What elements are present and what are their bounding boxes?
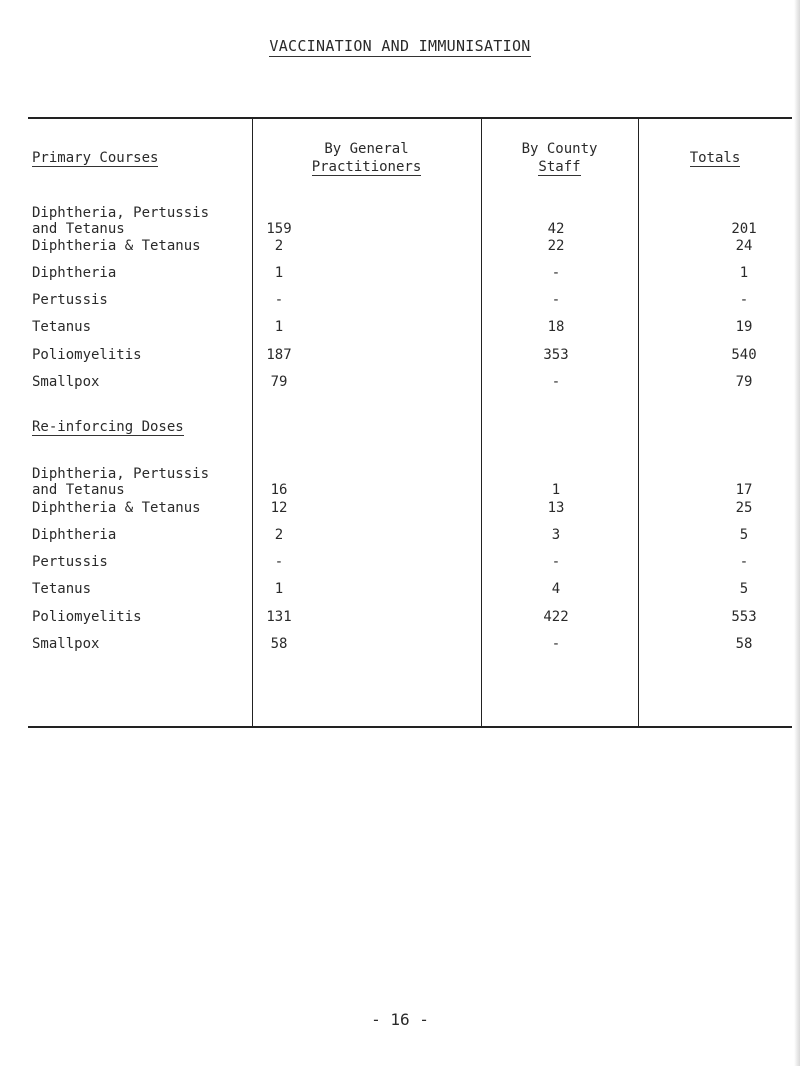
header-general-practitioners: By General Practitioners [311,141,422,175]
cell-gp: - [274,554,284,570]
row-label: Diphtheria [32,265,117,281]
cell-total: 25 [735,500,753,516]
row-label: Diphtheria, Pertussis [32,205,210,221]
cell-gp: 16 [270,482,288,498]
header-totals: Totals [689,150,741,166]
cell-gp: 12 [270,500,288,516]
cell-gp: 187 [266,347,292,363]
cell-county: 1 [551,482,561,498]
cell-total: 24 [735,238,753,254]
cell-total: 79 [735,374,753,390]
row-label: Diphtheria & Tetanus [32,238,201,254]
page-number: - 16 - [371,1010,429,1029]
header-primary-courses: Primary Courses [32,150,159,166]
vaccination-table [28,117,792,728]
cell-gp: 58 [270,636,288,652]
cell-gp: 1 [274,581,284,597]
row-label: Tetanus [32,581,92,597]
cell-total: 5 [739,581,749,597]
cell-county: 42 [547,221,565,237]
section-title-reinforcing: Re-inforcing Doses [32,419,184,435]
cell-gp: 1 [274,265,284,281]
page-title-text: VACCINATION AND IMMUNISATION [269,37,531,55]
cell-county: 353 [543,347,569,363]
cell-county: - [551,554,561,570]
cell-total: 553 [731,609,757,625]
row-label: Smallpox [32,374,100,390]
cell-county: - [551,374,561,390]
row-label: Diphtheria, Pertussis [32,466,210,482]
row-label: Pertussis [32,554,108,570]
cell-county: 422 [543,609,569,625]
row-label: Tetanus [32,319,92,335]
cell-gp: - [274,292,284,308]
cell-county: - [551,292,561,308]
cell-total: 17 [735,482,753,498]
cell-county: 13 [547,500,565,516]
column-divider [638,119,639,726]
row-label: Smallpox [32,636,100,652]
cell-gp: 79 [270,374,288,390]
cell-total: 540 [731,347,757,363]
row-label: Poliomyelitis [32,609,142,625]
column-divider [481,119,482,726]
cell-total: - [739,292,749,308]
header-county-staff: By County Staff [521,141,598,175]
row-label: and Tetanus [32,482,125,498]
row-label: and Tetanus [32,221,125,237]
cell-gp: 1 [274,319,284,335]
cell-gp: 2 [274,238,284,254]
cell-county: 3 [551,527,561,543]
cell-county: 22 [547,238,565,254]
cell-county: - [551,265,561,281]
cell-total: 1 [739,265,749,281]
cell-gp: 159 [266,221,292,237]
row-label: Diphtheria [32,527,117,543]
row-label: Diphtheria & Tetanus [32,500,201,516]
page-edge-shadow [794,0,800,1066]
cell-gp: 131 [266,609,292,625]
cell-county: 18 [547,319,565,335]
row-label: Pertussis [32,292,108,308]
cell-county: 4 [551,581,561,597]
cell-total: 5 [739,527,749,543]
cell-county: - [551,636,561,652]
cell-total: 19 [735,319,753,335]
cell-total: 201 [731,221,757,237]
row-label: Poliomyelitis [32,347,142,363]
page-title [0,37,800,55]
cell-total: 58 [735,636,753,652]
cell-gp: 2 [274,527,284,543]
cell-total: - [739,554,749,570]
